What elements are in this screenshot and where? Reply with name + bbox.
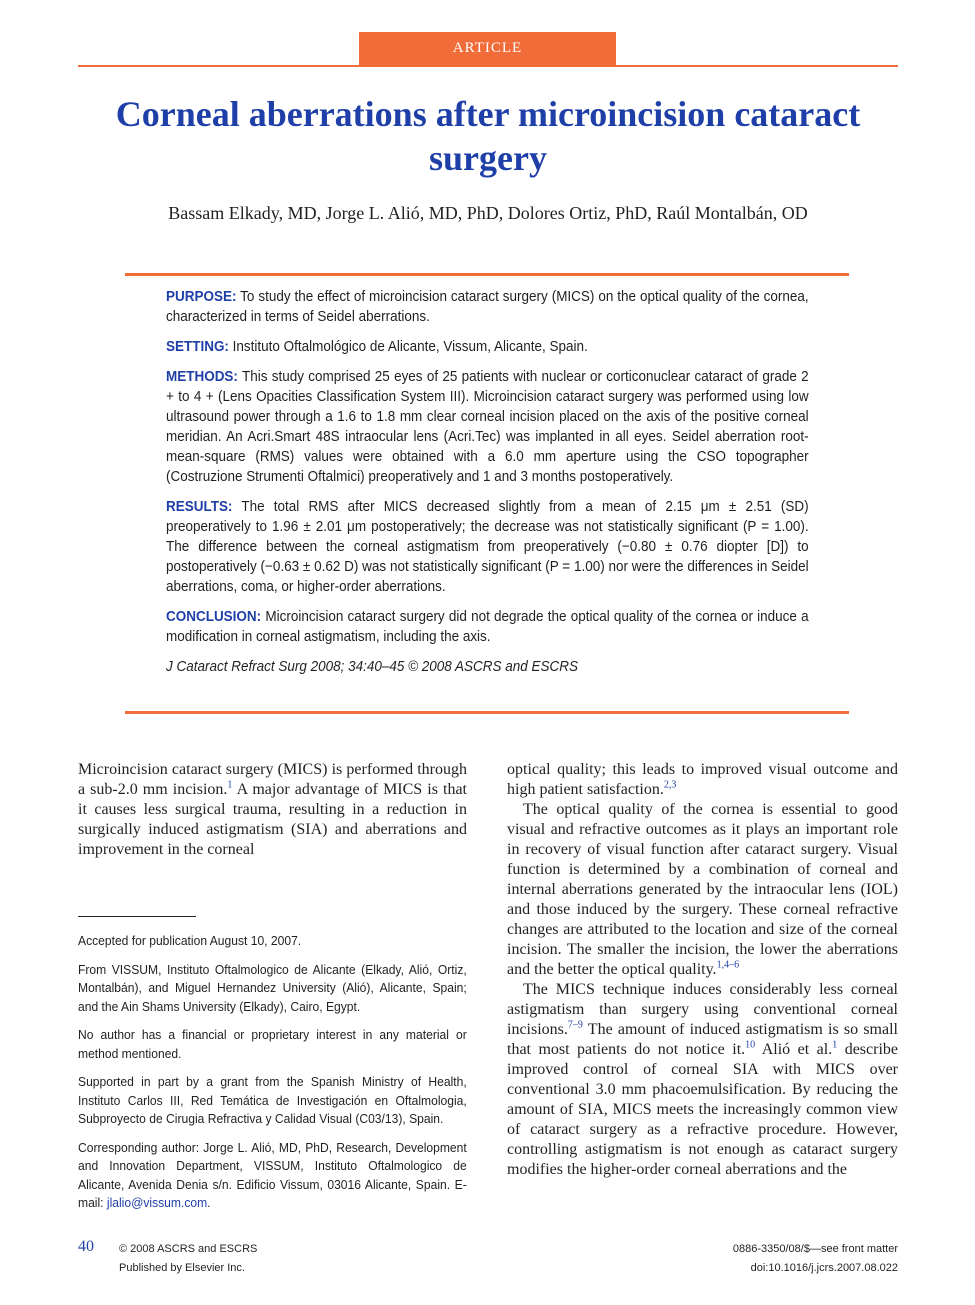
body-column-left [78,760,467,860]
body-paragraph [507,800,898,980]
page-number: 40 [78,1238,94,1255]
results-label: RESULTS: [166,499,233,515]
reference-link[interactable]: 1 [227,779,233,791]
body-text: The MICS technique induces considerably less corneal astigmatism than surgery using conventional corneal incisions. [507,981,898,1038]
body-text: optical quality; this leads to improved visual outcome and high patient satisfaction. [507,761,898,798]
footnote-rule [78,916,196,917]
footnote-affiliation: From VISSUM, Instituto Oftalmologico de Alicante (Elkady, Alió, Ortiz, Montalbán), and Miguel Hernandez University (Alió), Alicante, Spain; and the Ain Shams University (Elkady), Cairo, Egypt. [78,961,467,1014]
body-column-right [507,760,898,1180]
abstract-methods [166,367,809,487]
footer-issn: 0886-3350/08/$—see front matter [732,1243,898,1255]
conclusion-label: CONCLUSION: [166,609,262,625]
body-paragraph [78,760,467,860]
journal-citation: J Cataract Refract Surg 2008; 34:40–45 © 2008 ASCRS and ESCRS [166,659,578,675]
body-paragraph [507,980,898,1180]
purpose-text: To study the effect of microincision cataract surgery (MICS) on the optical quality of the cornea, characterized in terms of Seidel aberrations. [166,289,809,325]
abstract-conclusion [166,607,809,647]
purpose-label: PURPOSE: [166,289,237,305]
corresponding-end: . [207,1195,211,1210]
setting-label: SETTING: [166,339,229,355]
footer-publisher: Published by Elsevier Inc. [119,1262,245,1274]
abstract-top-rule [125,273,849,276]
conclusion-text: Microincision cataract surgery did not degrade the optical quality of the cornea or induce a modification in corneal astigmatism, including the axis. [166,609,809,645]
body-text: The amount of induced astigmatism is so small that most patients do not notice it. [507,1021,898,1058]
footnote-support: Supported in part by a grant from the Spanish Ministry of Health, Instituto Carlos III, Red Temática de Investigación en Oftalmologia, Subproyecto de Cirugia Refractiva y Calidad Visual (C03/13), Spain. [78,1074,467,1126]
reference-link[interactable]: 10 [745,1039,756,1051]
reference-link[interactable]: 1,4–6 [716,959,740,971]
footer-copyright: © 2008 ASCRS and ESCRS [119,1243,258,1255]
header-rule [78,65,898,67]
reference-link[interactable]: 2,3 [663,779,677,791]
setting-text: Instituto Oftalmológico de Alicante, Vissum, Alicante, Spain. [232,339,588,355]
footnote-disclosure: No author has a financial or proprietary interest in any material or method mentioned. [78,1027,467,1061]
body-text: The optical quality of the cornea is essential to good visual and refractive outcomes as it plays an important role in recovery of visual function after cataract surgery. Visual function is determined by a combination of corneal and internal aberrations generated by the intraocular lens (IOL) and those induced by the surgery. These corneal refractive changes are attributed to the location and size of the corneal incision. The smaller the incision, the lower the aberrations and the better the optical quality. [507,801,898,978]
article-title: Corneal aberrations after microincision cataract surgery [115,94,861,178]
abstract [166,287,809,687]
body-text: Alió et al. [755,1041,833,1058]
reference-link[interactable]: 1 [832,1039,838,1051]
abstract-purpose [166,287,809,327]
body-text: Microincision cataract surgery (MICS) is performed through a sub-2.0 mm incision. [78,761,467,798]
footnotes [78,932,467,1223]
reference-link[interactable]: 7–9 [567,1019,583,1031]
body-text: describe improved control of corneal SIA with MICS over conventional 3.0 mm phacoemulsification. By reducing the amount of SIA, MICS meets the increasingly common view of cataract surgery as a refractive procedure. However, controlling astigmatism is not enough as cataract surgery modifies the higher-order corneal aberrations and the [507,1041,898,1178]
results-text: The total RMS after MICS decreased slightly from a mean of 2.15 μm ± 2.51 (SD) preoperatively to 1.96 ± 2.01 μm postoperatively; the decrease was not statistically significant (P = 1.00). The difference between the corneal astigmatism from preoperatively (−0.80 ± 0.76 diopter [D]) to postoperatively (−0.63 ± 0.62 D) was not statistically significant (P = 1.00) nor were the differences in Seidel aberrations, coma, or higher-order aberrations. [166,499,809,595]
abstract-setting [166,337,809,357]
methods-text: This study comprised 25 eyes of 25 patients with nuclear or corticonuclear cataract of grade 2 + to 4 + (Lens Opacities Classification System III). Microincision cataract surgery was performed using low ultrasound power through a 1.6 to 1.8 mm clear corneal incision placed on the axis of the positive corneal meridian. An Acri.Smart 48S intraocular lens (Acri.Tec) was implanted in all eyes. Seidel aberration root-mean-square (RMS) values were obtained with a 6.0 mm aperture using the CSO topographer (Costruzione Strumenti Oftalmici) preoperatively and 1 and 3 months postoperatively. [166,369,809,485]
methods-label: METHODS: [166,369,238,385]
body-paragraph [507,760,898,800]
body-text: A major advantage of MICS is that it causes less surgical trauma, resulting in a reduction in surgically induced astigmatism (SIA) and aberrations and improvement in the corneal [78,781,467,858]
corresponding-text: Corresponding author: Jorge L. Alió, MD, PhD, Research, Development and Innovation Department, VISSUM, Instituto Oftalmologico de Alicante, Avenida Denia s/n. Edificio Vissum, 03016 Alicante, Spain. E-mail: [78,1139,467,1210]
section-label: ARTICLE [359,32,616,65]
footnote-accepted: Accepted for publication August 10, 2007. [78,933,302,948]
footnote-corresponding [78,1139,467,1213]
abstract-bottom-rule [125,711,849,714]
author-list: Bassam Elkady, MD, Jorge L. Alió, MD, PhD, Dolores Ortiz, PhD, Raúl Montalbán, OD [168,203,808,223]
footer-doi[interactable]: doi:10.1016/j.jcrs.2007.08.022 [750,1262,898,1274]
abstract-results [166,497,809,597]
email-link[interactable]: jlalio@vissum.com [106,1195,208,1210]
